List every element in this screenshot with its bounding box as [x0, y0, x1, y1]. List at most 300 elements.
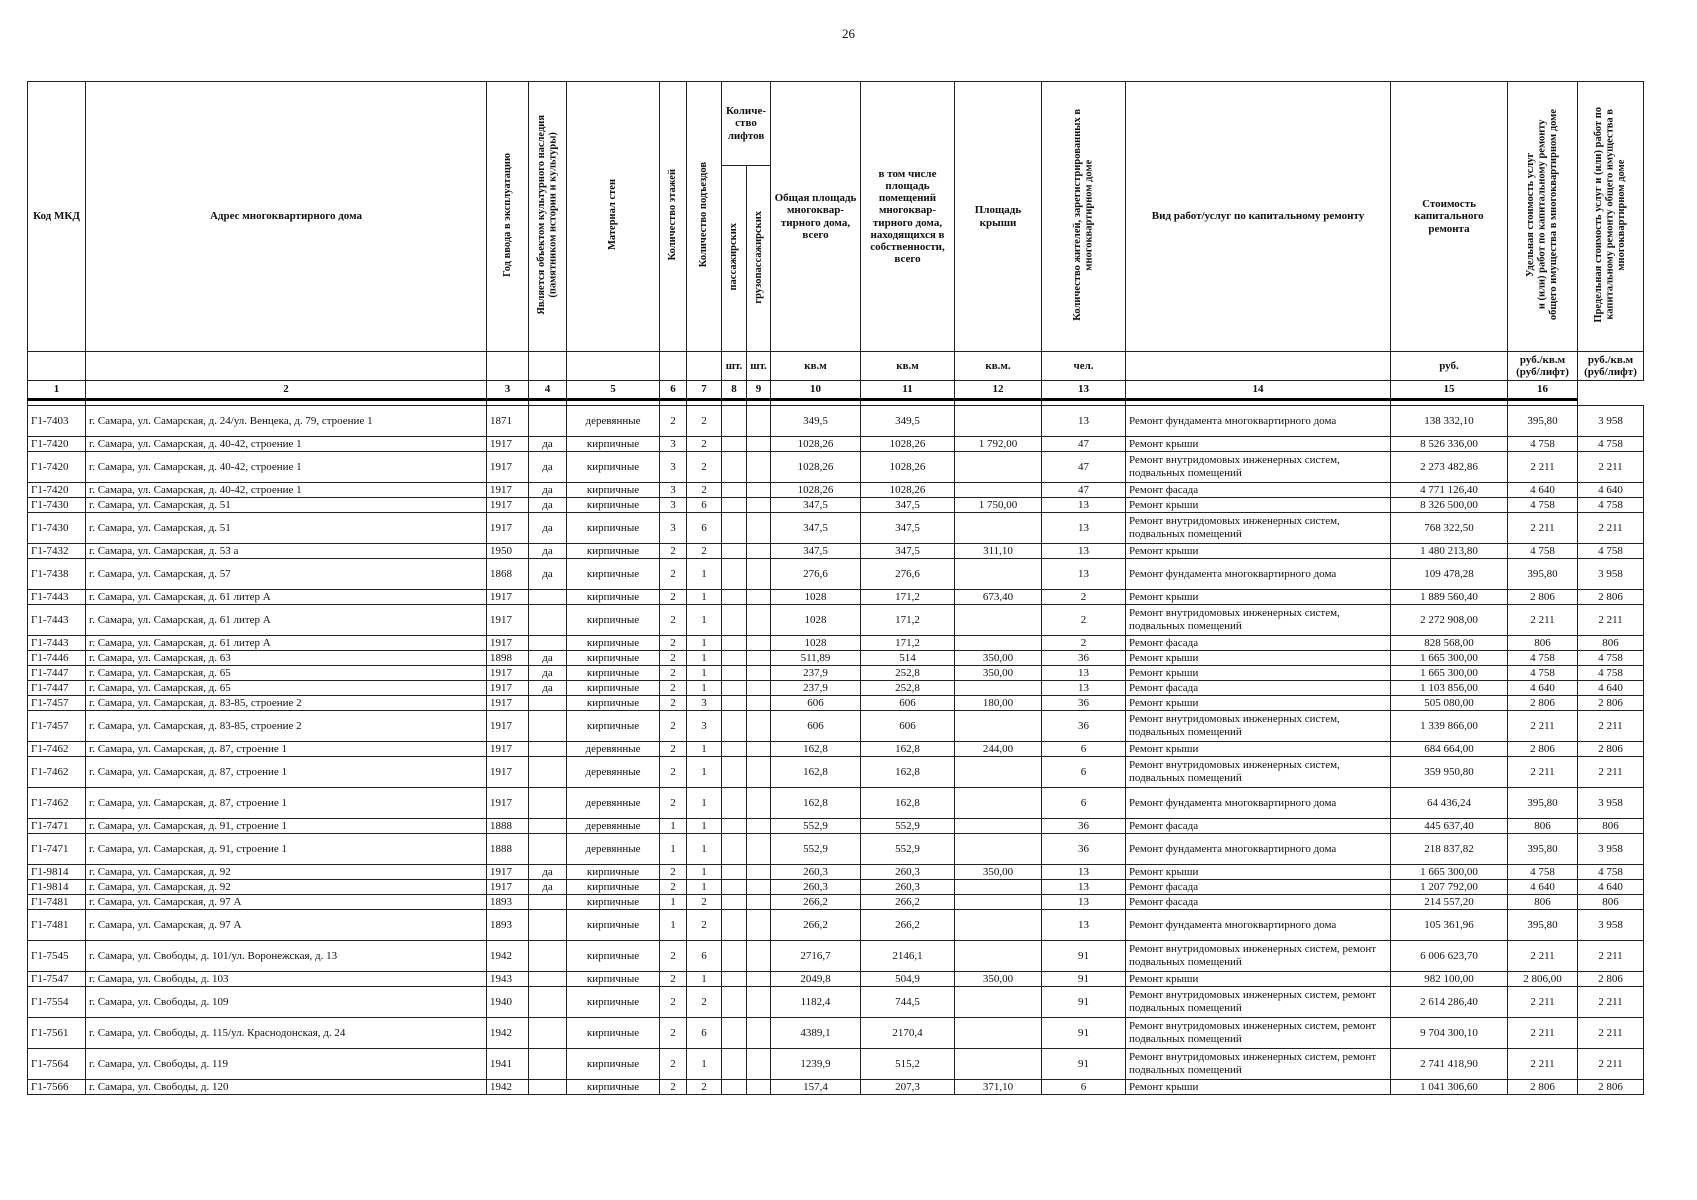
cell-unit-cost: 2 806: [1508, 696, 1578, 711]
table-row: [28, 742, 1644, 757]
cell-entrances: 1: [687, 788, 722, 819]
cell-wall-material: кирпичные: [567, 880, 660, 895]
table-row: [28, 437, 1644, 452]
cell-entrances: 1: [687, 1049, 722, 1080]
cell-address: г. Самара, ул. Самарская, д. 91, строение 1: [86, 819, 487, 834]
cell-area-total: 552,9: [771, 819, 861, 834]
header-residents: Количество жителей, зарегистрированных в многоквартирном доме: [1042, 82, 1126, 352]
cell-area-total: 4389,1: [771, 1018, 861, 1049]
cell-lifts-cargo: [747, 590, 771, 605]
cell-roof-area: [955, 452, 1042, 483]
cell-address: г. Самара, ул. Самарская, д. 61 литер А: [86, 605, 487, 636]
table-row: [28, 1049, 1644, 1080]
column-number: 15: [1391, 381, 1508, 400]
cell-cost: 359 950,80: [1391, 757, 1508, 788]
cell-area-total: 1028,26: [771, 452, 861, 483]
cell-max-cost: 2 211: [1578, 941, 1644, 972]
cell-unit-cost: 395,80: [1508, 406, 1578, 437]
cell-lifts-passenger: [722, 1049, 747, 1080]
cell-heritage: да: [529, 498, 567, 513]
cell-wall-material: деревянные: [567, 406, 660, 437]
cell-floors: 3: [660, 452, 687, 483]
table-row: [28, 636, 1644, 651]
cell-area-total: 157,4: [771, 1080, 861, 1095]
cell-lifts-cargo: [747, 681, 771, 696]
cell-area-owned: 606: [861, 696, 955, 711]
cell-cost: 1 665 300,00: [1391, 865, 1508, 880]
cell-area-owned: 1028,26: [861, 483, 955, 498]
cell-work-type: Ремонт крыши: [1126, 742, 1391, 757]
cell-cost: 1 665 300,00: [1391, 666, 1508, 681]
cell-wall-material: кирпичные: [567, 910, 660, 941]
cell-floors: 2: [660, 941, 687, 972]
cell-year: 1888: [487, 834, 529, 865]
cell-max-cost: 806: [1578, 636, 1644, 651]
cell-address: г. Самара, ул. Самарская, д. 40-42, строение 1: [86, 483, 487, 498]
unit-lifts-passenger: шт.: [722, 352, 747, 381]
cell-year: 1941: [487, 1049, 529, 1080]
unit-roof-area: кв.м.: [955, 352, 1042, 381]
cell-lifts-passenger: [722, 544, 747, 559]
cell-address: г. Самара, ул. Свободы, д. 101/ул. Воронежская, д. 13: [86, 941, 487, 972]
cell-roof-area: 371,10: [955, 1080, 1042, 1095]
cell-max-cost: 4 640: [1578, 880, 1644, 895]
column-number: 5: [567, 381, 660, 400]
cell-residents: 13: [1042, 544, 1126, 559]
cell-lifts-cargo: [747, 865, 771, 880]
cell-area-total: 1028,26: [771, 483, 861, 498]
cell-lifts-passenger: [722, 483, 747, 498]
cell-residents: 91: [1042, 1049, 1126, 1080]
cell-entrances: 1: [687, 666, 722, 681]
cell-year: 1917: [487, 681, 529, 696]
cell-entrances: 2: [687, 1080, 722, 1095]
cell-max-cost: 2 211: [1578, 987, 1644, 1018]
cell-lifts-passenger: [722, 1018, 747, 1049]
cell-entrances: 6: [687, 498, 722, 513]
cell-heritage: [529, 788, 567, 819]
cell-residents: 91: [1042, 972, 1126, 987]
cell-cost: 214 557,20: [1391, 895, 1508, 910]
cell-wall-material: кирпичные: [567, 696, 660, 711]
cell-unit-cost: 4 640: [1508, 681, 1578, 696]
cell-area-owned: 347,5: [861, 544, 955, 559]
cell-max-cost: 2 806: [1578, 742, 1644, 757]
cell-work-type: Ремонт внутридомовых инженерных систем, подвальных помещений: [1126, 513, 1391, 544]
cell-floors: 2: [660, 636, 687, 651]
cell-wall-material: кирпичные: [567, 941, 660, 972]
cell-address: г. Самара, ул. Самарская, д. 51: [86, 513, 487, 544]
cell-heritage: [529, 590, 567, 605]
cell-code: Г1-7462: [28, 742, 86, 757]
cell-unit-cost: 395,80: [1508, 834, 1578, 865]
cell-year: 1942: [487, 1080, 529, 1095]
cell-heritage: да: [529, 681, 567, 696]
cell-residents: 6: [1042, 757, 1126, 788]
cell-cost: 4 771 126,40: [1391, 483, 1508, 498]
cell-roof-area: 311,10: [955, 544, 1042, 559]
cell-unit-cost: 4 758: [1508, 544, 1578, 559]
cell-area-total: 237,9: [771, 666, 861, 681]
table-row: [28, 910, 1644, 941]
cell-area-total: 606: [771, 711, 861, 742]
cell-address: г. Самара, ул. Свободы, д. 119: [86, 1049, 487, 1080]
cell-entrances: 1: [687, 742, 722, 757]
cell-unit-cost: 2 806: [1508, 742, 1578, 757]
cell-address: г. Самара, ул. Самарская, д. 87, строение 1: [86, 788, 487, 819]
cell-lifts-cargo: [747, 636, 771, 651]
cell-address: г. Самара, ул. Самарская, д. 63: [86, 651, 487, 666]
cell-heritage: [529, 636, 567, 651]
unit-cost: руб.: [1391, 352, 1508, 381]
unit-unit-cost: руб./кв.м (руб/лифт): [1508, 352, 1578, 381]
cell-code: Г1-7420: [28, 452, 86, 483]
cell-residents: 36: [1042, 696, 1126, 711]
cell-code: Г1-7564: [28, 1049, 86, 1080]
cell-entrances: 3: [687, 696, 722, 711]
cell-code: Г1-7554: [28, 987, 86, 1018]
cell-residents: 36: [1042, 651, 1126, 666]
cell-residents: 2: [1042, 605, 1126, 636]
cell-floors: 2: [660, 1049, 687, 1080]
cell-entrances: 2: [687, 895, 722, 910]
cell-roof-area: 350,00: [955, 865, 1042, 880]
cell-max-cost: 4 758: [1578, 865, 1644, 880]
cell-floors: 2: [660, 865, 687, 880]
cell-work-type: Ремонт фасада: [1126, 895, 1391, 910]
cell-year: 1917: [487, 437, 529, 452]
header-floors: Количество этажей: [660, 82, 687, 352]
cell-unit-cost: 2 806,00: [1508, 972, 1578, 987]
cell-heritage: [529, 406, 567, 437]
cell-area-total: 2049,8: [771, 972, 861, 987]
cell-entrances: 1: [687, 880, 722, 895]
cell-unit-cost: 2 211: [1508, 941, 1578, 972]
cell-floors: 1: [660, 895, 687, 910]
cell-floors: 3: [660, 498, 687, 513]
cell-heritage: да: [529, 651, 567, 666]
cell-heritage: да: [529, 483, 567, 498]
cell-unit-cost: 2 211: [1508, 513, 1578, 544]
cell-area-owned: 504,9: [861, 972, 955, 987]
cell-year: 1917: [487, 880, 529, 895]
cell-code: Г1-7447: [28, 681, 86, 696]
column-number: 11: [861, 381, 955, 400]
cell-entrances: 1: [687, 590, 722, 605]
column-number: 3: [487, 381, 529, 400]
cell-max-cost: 4 758: [1578, 437, 1644, 452]
cell-entrances: 1: [687, 681, 722, 696]
cell-floors: 2: [660, 559, 687, 590]
cell-code: Г1-9814: [28, 880, 86, 895]
cell-cost: 2 614 286,40: [1391, 987, 1508, 1018]
repair-register-table: [27, 81, 1644, 1095]
cell-area-owned: 162,8: [861, 757, 955, 788]
cell-unit-cost: 395,80: [1508, 910, 1578, 941]
cell-unit-cost: 806: [1508, 895, 1578, 910]
cell-roof-area: 350,00: [955, 972, 1042, 987]
cell-floors: 2: [660, 651, 687, 666]
cell-lifts-cargo: [747, 696, 771, 711]
cell-lifts-passenger: [722, 513, 747, 544]
header-heritage: Является объектом культурного наследия (памятником истории и культуры): [529, 82, 567, 352]
cell-work-type: Ремонт крыши: [1126, 865, 1391, 880]
header-lifts-cargo: грузопассажирских: [747, 166, 771, 352]
cell-year: 1917: [487, 590, 529, 605]
cell-roof-area: [955, 788, 1042, 819]
cell-lifts-cargo: [747, 941, 771, 972]
cell-residents: 13: [1042, 880, 1126, 895]
cell-unit-cost: 2 211: [1508, 1018, 1578, 1049]
cell-max-cost: 4 640: [1578, 681, 1644, 696]
cell-roof-area: [955, 1018, 1042, 1049]
cell-code: Г1-7566: [28, 1080, 86, 1095]
cell-lifts-passenger: [722, 819, 747, 834]
cell-heritage: [529, 1049, 567, 1080]
cell-residents: 6: [1042, 1080, 1126, 1095]
cell-wall-material: кирпичные: [567, 483, 660, 498]
cell-cost: 105 361,96: [1391, 910, 1508, 941]
cell-residents: 91: [1042, 1018, 1126, 1049]
table-row: [28, 483, 1644, 498]
cell-heritage: [529, 819, 567, 834]
cell-entrances: 1: [687, 605, 722, 636]
cell-area-owned: 260,3: [861, 865, 955, 880]
cell-area-owned: 515,2: [861, 1049, 955, 1080]
cell-code: Г1-7420: [28, 483, 86, 498]
cell-cost: 982 100,00: [1391, 972, 1508, 987]
header-lifts: Количе-ство лифтов: [722, 82, 771, 166]
cell-code: Г1-7471: [28, 819, 86, 834]
cell-residents: 13: [1042, 498, 1126, 513]
cell-wall-material: кирпичные: [567, 972, 660, 987]
table-row: [28, 651, 1644, 666]
cell-heritage: [529, 1080, 567, 1095]
cell-roof-area: [955, 559, 1042, 590]
cell-code: Г1-7547: [28, 972, 86, 987]
table-row: [28, 452, 1644, 483]
cell-year: 1888: [487, 819, 529, 834]
cell-entrances: 6: [687, 513, 722, 544]
cell-lifts-cargo: [747, 666, 771, 681]
cell-area-owned: 606: [861, 711, 955, 742]
cell-cost: 6 006 623,70: [1391, 941, 1508, 972]
cell-floors: 2: [660, 1018, 687, 1049]
header-code: Код МКД: [28, 82, 86, 352]
cell-entrances: 1: [687, 834, 722, 865]
cell-floors: 2: [660, 666, 687, 681]
cell-lifts-cargo: [747, 711, 771, 742]
cell-max-cost: 3 958: [1578, 559, 1644, 590]
cell-address: г. Самара, ул. Самарская, д. 40-42, строение 1: [86, 437, 487, 452]
cell-floors: 2: [660, 605, 687, 636]
cell-lifts-cargo: [747, 605, 771, 636]
cell-heritage: [529, 941, 567, 972]
cell-lifts-passenger: [722, 498, 747, 513]
header-wall-material: Материал стен: [567, 82, 660, 352]
cell-wall-material: кирпичные: [567, 544, 660, 559]
cell-area-owned: 171,2: [861, 636, 955, 651]
cell-unit-cost: 395,80: [1508, 788, 1578, 819]
cell-floors: 2: [660, 696, 687, 711]
cell-code: Г1-7457: [28, 696, 86, 711]
cell-cost: 8 526 336,00: [1391, 437, 1508, 452]
cell-lifts-cargo: [747, 1080, 771, 1095]
cell-year: 1943: [487, 972, 529, 987]
cell-code: Г1-7447: [28, 666, 86, 681]
cell-entrances: 2: [687, 406, 722, 437]
cell-wall-material: кирпичные: [567, 513, 660, 544]
cell-lifts-passenger: [722, 437, 747, 452]
cell-cost: 1 665 300,00: [1391, 651, 1508, 666]
cell-unit-cost: 4 640: [1508, 483, 1578, 498]
cell-work-type: Ремонт фундамента многоквартирного дома: [1126, 910, 1391, 941]
cell-area-total: 276,6: [771, 559, 861, 590]
cell-area-total: 237,9: [771, 681, 861, 696]
cell-work-type: Ремонт фасада: [1126, 483, 1391, 498]
table-row: [28, 559, 1644, 590]
cell-max-cost: 4 758: [1578, 498, 1644, 513]
cell-area-owned: 349,5: [861, 406, 955, 437]
cell-work-type: Ремонт фасада: [1126, 880, 1391, 895]
header-area-total: Общая площадь многоквар-тирного дома, всего: [771, 82, 861, 352]
cell-residents: 13: [1042, 513, 1126, 544]
cell-code: Г1-7443: [28, 636, 86, 651]
cell-lifts-passenger: [722, 895, 747, 910]
cell-residents: 47: [1042, 452, 1126, 483]
unit-residents: чел.: [1042, 352, 1126, 381]
cell-max-cost: 2 211: [1578, 513, 1644, 544]
cell-wall-material: кирпичные: [567, 498, 660, 513]
cell-unit-cost: 2 211: [1508, 987, 1578, 1018]
cell-area-total: 606: [771, 696, 861, 711]
cell-floors: 1: [660, 910, 687, 941]
cell-lifts-cargo: [747, 987, 771, 1018]
cell-roof-area: [955, 406, 1042, 437]
cell-unit-cost: 4 758: [1508, 437, 1578, 452]
cell-lifts-cargo: [747, 1018, 771, 1049]
cell-cost: 684 664,00: [1391, 742, 1508, 757]
cell-floors: 1: [660, 819, 687, 834]
cell-floors: 2: [660, 788, 687, 819]
cell-address: г. Самара, ул. Свободы, д. 109: [86, 987, 487, 1018]
cell-max-cost: 2 806: [1578, 590, 1644, 605]
table-row: [28, 865, 1644, 880]
cell-area-total: 1182,4: [771, 987, 861, 1018]
header-work-type: Вид работ/услуг по капитальному ремонту: [1126, 82, 1391, 352]
cell-max-cost: 4 758: [1578, 651, 1644, 666]
cell-area-owned: 266,2: [861, 910, 955, 941]
cell-code: Г1-7443: [28, 605, 86, 636]
cell-cost: 828 568,00: [1391, 636, 1508, 651]
cell-year: 1868: [487, 559, 529, 590]
cell-max-cost: 806: [1578, 895, 1644, 910]
cell-code: Г1-7481: [28, 895, 86, 910]
cell-residents: 2: [1042, 636, 1126, 651]
cell-lifts-cargo: [747, 651, 771, 666]
cell-work-type: Ремонт крыши: [1126, 437, 1391, 452]
cell-year: 1940: [487, 987, 529, 1018]
cell-work-type: Ремонт внутридомовых инженерных систем, ремонт подвальных помещений: [1126, 941, 1391, 972]
cell-cost: 218 837,82: [1391, 834, 1508, 865]
cell-floors: 2: [660, 711, 687, 742]
cell-work-type: Ремонт внутридомовых инженерных систем, ремонт подвальных помещений: [1126, 1049, 1391, 1080]
cell-max-cost: 2 211: [1578, 1049, 1644, 1080]
cell-code: Г1-7462: [28, 788, 86, 819]
cell-floors: 2: [660, 987, 687, 1018]
cell-unit-cost: 2 211: [1508, 711, 1578, 742]
cell-year: 1917: [487, 605, 529, 636]
cell-lifts-passenger: [722, 452, 747, 483]
cell-roof-area: [955, 880, 1042, 895]
cell-year: 1898: [487, 651, 529, 666]
column-number: 6: [660, 381, 687, 400]
cell-work-type: Ремонт фундамента многоквартирного дома: [1126, 559, 1391, 590]
cell-address: г. Самара, ул. Самарская, д. 40-42, строение 1: [86, 452, 487, 483]
cell-roof-area: 244,00: [955, 742, 1042, 757]
cell-year: 1917: [487, 711, 529, 742]
cell-residents: 36: [1042, 711, 1126, 742]
cell-area-total: 1028: [771, 636, 861, 651]
cell-lifts-passenger: [722, 711, 747, 742]
cell-cost: 505 080,00: [1391, 696, 1508, 711]
column-number: 8: [722, 381, 747, 400]
cell-entrances: 2: [687, 987, 722, 1018]
cell-address: г. Самара, ул. Самарская, д. 83-85, строение 2: [86, 711, 487, 742]
cell-year: 1917: [487, 696, 529, 711]
cell-cost: 64 436,24: [1391, 788, 1508, 819]
cell-wall-material: кирпичные: [567, 559, 660, 590]
cell-unit-cost: 4 758: [1508, 651, 1578, 666]
cell-entrances: 1: [687, 865, 722, 880]
cell-unit-cost: 395,80: [1508, 559, 1578, 590]
table-row: [28, 1018, 1644, 1049]
cell-max-cost: 2 806: [1578, 696, 1644, 711]
cell-lifts-cargo: [747, 895, 771, 910]
cell-lifts-passenger: [722, 406, 747, 437]
cell-residents: 13: [1042, 666, 1126, 681]
cell-code: Г1-7420: [28, 437, 86, 452]
cell-residents: 13: [1042, 910, 1126, 941]
cell-code: Г1-7403: [28, 406, 86, 437]
cell-residents: 13: [1042, 865, 1126, 880]
cell-area-owned: 347,5: [861, 513, 955, 544]
table-row: [28, 498, 1644, 513]
cell-unit-cost: 4 758: [1508, 666, 1578, 681]
table-row: [28, 941, 1644, 972]
cell-heritage: [529, 972, 567, 987]
cell-floors: 3: [660, 513, 687, 544]
cell-cost: 1 889 560,40: [1391, 590, 1508, 605]
cell-lifts-cargo: [747, 513, 771, 544]
cell-heritage: да: [529, 666, 567, 681]
cell-unit-cost: 2 211: [1508, 757, 1578, 788]
cell-code: Г1-7481: [28, 910, 86, 941]
table-row: [28, 834, 1644, 865]
cell-year: 1917: [487, 498, 529, 513]
page-number: 26: [842, 26, 855, 41]
cell-max-cost: 2 211: [1578, 711, 1644, 742]
cell-work-type: Ремонт фасада: [1126, 819, 1391, 834]
cell-address: г. Самара, ул. Самарская, д. 65: [86, 666, 487, 681]
cell-area-total: 162,8: [771, 757, 861, 788]
cell-area-owned: 162,8: [861, 788, 955, 819]
cell-heritage: да: [529, 865, 567, 880]
cell-lifts-cargo: [747, 1049, 771, 1080]
cell-cost: 1 103 856,00: [1391, 681, 1508, 696]
cell-code: Г1-7432: [28, 544, 86, 559]
cell-floors: 2: [660, 757, 687, 788]
